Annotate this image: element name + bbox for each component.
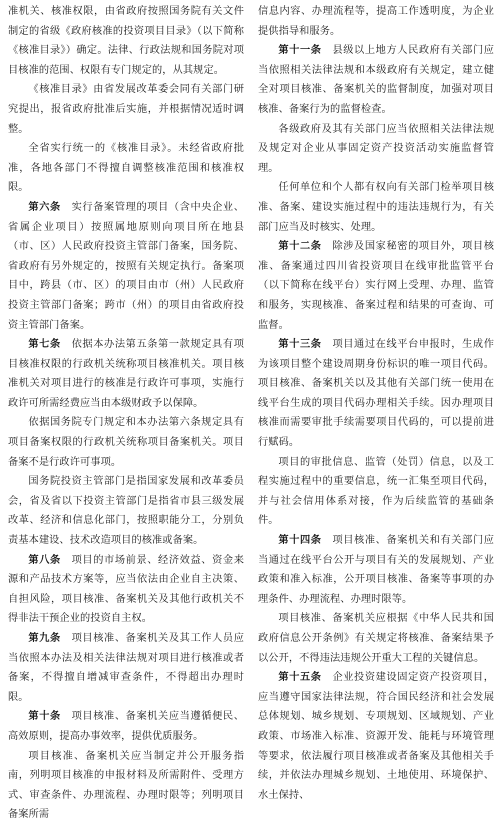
paragraph-text: 依据本办法第五条第一款规定具有项目核准权限的行政机关统称项目核准机关。项目核准机关对项目进行的核准是行政许可事项，实施行政许可所需经费应当由本级财政予以保障。 [8,339,244,409]
paragraph [258,2,494,41]
article-number: 第十条 [28,711,61,723]
paragraph-text: 各级政府及其有关部门应当依照相关法律法规及规定对企业从事固定资产投资活动实施监督管理。 [258,123,494,174]
paragraph-text: 县级以上地方人民政府有关部门应当依照相关法律法规和本级政府有关规定，建立健全对项目核准、备案机关的监督制度，加强对项目核准、备案行为的监督检查。 [258,45,495,115]
paragraph-text: 任何单位和个人都有权向有关部门检举项目核准、备案、建设实施过程中的违法违规行为，有关部门应当及时核实、处理。 [258,182,494,233]
paragraph-text: 项目通过在线平台申报时，生成作为该项目整个建设周期身份标识的唯一项目代码。项目核准、备案机关以及其他有关部门统一使用在线平台生成的项目代码办理相关手续。因办理项目核准而需要审批手续需要项目代码的，可以提前进行赋码。 [258,339,495,449]
article-number: 第九条 [28,633,61,644]
paragraph [258,335,494,453]
article-number: 第七条 [28,339,61,351]
paragraph-text: 项目核准、备案机关应根据《中华人民共和国政府信息公开条例》有关规定将核准、备案结果予以公开，不得违法违规公开重大工程的关键信息。 [258,613,494,664]
paragraph [8,707,244,746]
paragraph [8,335,244,413]
article-number: 第六条 [28,201,61,213]
paragraph-text: 项目的市场前景、经济效益、资金来源和产品技术方案等，应当依法由企业自主决策、自担风险，项目核准、备案机关及其他行政机关不得非法干预企业的投资自主权。 [8,554,244,625]
left-column [8,2,244,821]
paragraph-text: 《核准目录》由省发展改革委会同有关部门研究提出，报省政府批准后实施，并根据情况适时调整。 [8,84,244,135]
paragraph [258,453,494,531]
paragraph-text: 信息内容、办理流程等，提高工作透明度，为企业提供指导和服务。 [258,6,494,37]
paragraph [8,198,244,335]
paragraph-text: 依据国务院专门规定和本办法第六条规定具有项目备案权限的行政机关统称项目备案机关。项目备案不是行政许可事项。 [8,417,244,468]
article-number: 第十三条 [278,339,322,351]
paragraph-text: 实行备案管理的项目（含中央企业、省属企业项目）按照属地原则向项目所在地县（市、区）人民政府投资主管部门备案，国务院、省政府有另外规定的，按照有关规定执行。备案项目中，跨县（市、区）的项目由市（州）人民政府投资主管部门备案；跨市（州）的项目由省政府投资主管部门备案。 [8,201,244,331]
paragraph-text: 除涉及国家秘密的项目外，项目核准、备案通过四川省投资项目在线审批监管平台（以下简称在线平台）实行网上受理、办理、监管和服务，实现核准、备案过程和结果的可查询、可监督。 [258,241,495,331]
paragraph-text: 项目核准、备案机关应当制定并公开服务指南，列明项目核准的申报材料及所需附件、受理方式、审查条件、办理流程、办理时限等；列明项目备案所需 [8,750,244,821]
paragraph [258,120,494,179]
paragraph-text: 全省实行统一的《核准目录》。未经省政府批准，各地各部门不得擅自调整核准范围和核准权限。 [8,143,244,194]
paragraph-text: 国务院投资主管部门是指国家发展和改革委员会，省及省以下投资主管部门是指省市县三级发展改革、经济和信息化部门，按照职能分工，分别负责基本建设、技术改造项目的核准或备案。 [8,476,244,547]
paragraph [8,80,244,139]
paragraph [8,629,244,707]
article-number: 第十四条 [278,535,322,547]
paragraph-text: 项目核准、备案机关应当遵循便民、高效原则，提高办事效率，提供优质服务。 [8,711,244,742]
paragraph [258,41,494,119]
article-number: 第十五条 [278,672,322,684]
paragraph [8,413,244,472]
paragraph [8,551,244,629]
paragraph-text: 项目的审批信息、监管（处罚）信息，以及工程实施过程中的重要信息，统一汇集至项目代码，并与社会信用体系对接，作为后续监管的基础条件。 [258,456,494,527]
right-column [258,2,495,801]
paragraph [258,237,494,335]
article-number: 第十二条 [278,241,322,253]
paragraph [258,178,494,237]
paragraph [258,531,494,609]
paragraph-text: 项目核准、备案机关及其工作人员应当依照本办法及相关法律法规对项目进行核准或者备案，不得擅自增减审查条件，不得超出办理时限。 [8,633,244,703]
paragraph [8,472,244,550]
paragraph [8,2,244,80]
paragraph-text: 项目核准、备案机关和有关部门应当通过在线平台公开与项目有关的发展规划、产业政策和准入标准，公开项目核准、备案等事项的办理条件、办理流程、办理时限等。 [258,535,495,605]
paragraph [258,609,494,668]
paragraph-text: 准机关、核准权限，由省政府按照国务院有关文件制定的省级《政府核准的投资项目目录》（以下简称《核准目录》）确定。法律、行政法规和国务院对项目核准的范围、权限有专门规定的，从其规定。 [8,6,244,76]
paragraph [8,747,244,825]
paragraph-text: 企业投资建设固定资产投资项目，应当遵守国家法律法规，符合国民经济和社会发展总体规划、城乡规划、专项规划、区域规划、产业政策、市场准入标准、资源开发、能耗与环境管理等要求，依法履行项目核准或者备案及其他相关手续，并依法办理城乡规划、土地使用、环境保护、水土保持、 [258,672,495,801]
paragraph [258,668,494,805]
article-number: 第十一条 [278,45,322,57]
paragraph [8,139,244,198]
article-number: 第八条 [28,554,61,566]
